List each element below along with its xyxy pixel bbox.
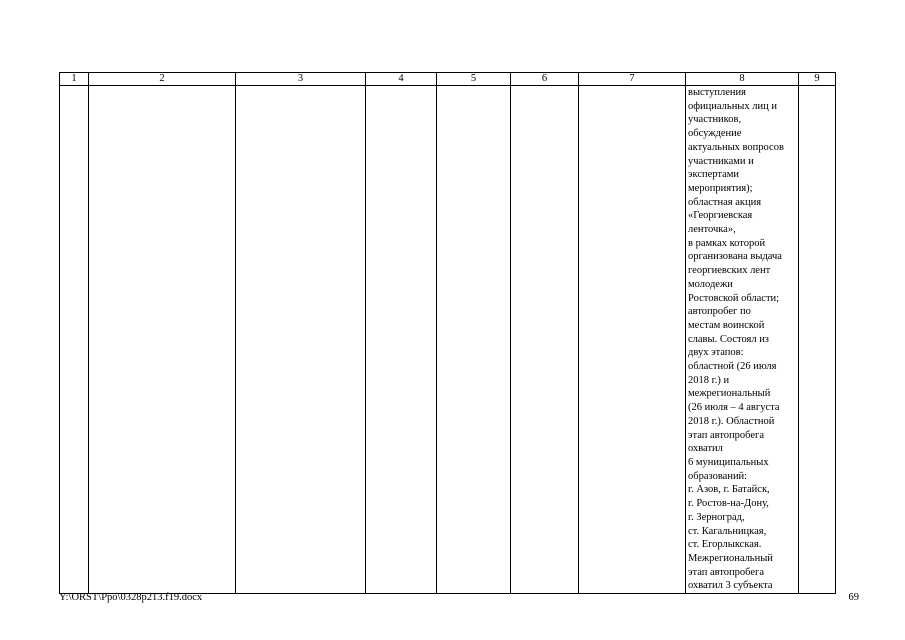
column-header-7: 7 (579, 73, 686, 86)
text-line: областной (26 июля (688, 361, 777, 373)
column-header-8: 8 (686, 73, 799, 86)
text-line: мероприятия); (688, 182, 753, 194)
column-header-6: 6 (511, 73, 579, 86)
text-line: ст. Егорлыкская. (688, 539, 762, 551)
text-line: г. Азов, г. Батайск, (688, 484, 770, 496)
text-line: «Георгиевская (688, 210, 753, 222)
text-line: двух этапов: (688, 347, 744, 359)
text-line: участниками и (688, 155, 754, 167)
text-line: г. Ростов-на-Дону, (688, 498, 769, 510)
text-line: образований: (688, 470, 748, 482)
cell-col-4 (366, 86, 437, 594)
cell-col-1 (60, 86, 89, 594)
page-number: 69 (848, 592, 859, 603)
text-line: этап автопробега (688, 429, 764, 441)
cell-col-8 (686, 86, 799, 594)
cell-col-9 (799, 86, 836, 594)
cell-col-2 (89, 86, 236, 594)
text-line: областная акция (688, 196, 762, 208)
cell-col-6 (511, 86, 579, 594)
text-line: молодежи (688, 278, 733, 290)
text-line: экспертами (688, 169, 740, 181)
column-header-5: 5 (437, 73, 511, 86)
column-header-1: 1 (60, 73, 89, 86)
text-line: этап автопробега (688, 566, 764, 578)
text-line: славы. Состоял из (688, 333, 769, 345)
cell-col-7 (579, 86, 686, 594)
text-line: 6 муниципальных (688, 456, 769, 468)
text-line: охватил (688, 443, 723, 455)
text-line: автопробег по (688, 306, 751, 318)
text-line: г. Зерноград, (688, 511, 745, 523)
header-row (60, 73, 836, 86)
footer-file-path: Y:\ORST\Ppo\0328p213.f19.docx (59, 592, 203, 603)
text-line: георгиевских лент (688, 265, 771, 277)
text-line: в рамках которой (688, 237, 766, 249)
text-line: официальных лиц и (688, 100, 777, 112)
column-header-4: 4 (366, 73, 437, 86)
cell-col-5 (437, 86, 511, 594)
text-line: Межрегиональный (688, 552, 773, 564)
text-line: местам воинской (688, 319, 765, 331)
cell-col-3 (236, 86, 366, 594)
column-header-2: 2 (89, 73, 236, 86)
column-header-3: 3 (236, 73, 366, 86)
text-line: актуальных вопросов (688, 141, 784, 153)
text-line: межрегиональный (688, 388, 771, 400)
text-line: обсуждение (688, 128, 742, 140)
text-line: ст. Кагальницкая, (688, 525, 767, 537)
text-line: участников, (688, 114, 742, 126)
text-line: ленточка», (688, 224, 736, 236)
column-header-9: 9 (799, 73, 836, 86)
table-row (60, 86, 836, 594)
document-table (59, 72, 836, 594)
text-line: 2018 г.) и (688, 374, 730, 386)
text-line: выступления (688, 87, 746, 98)
text-line: охватил 3 субъекта (688, 580, 773, 592)
text-line: (26 июля – 4 августа (688, 402, 780, 414)
text-line: Ростовской области; (688, 292, 780, 304)
text-line: 2018 г.). Областной (688, 415, 775, 427)
text-line: организована выдача (688, 251, 782, 263)
